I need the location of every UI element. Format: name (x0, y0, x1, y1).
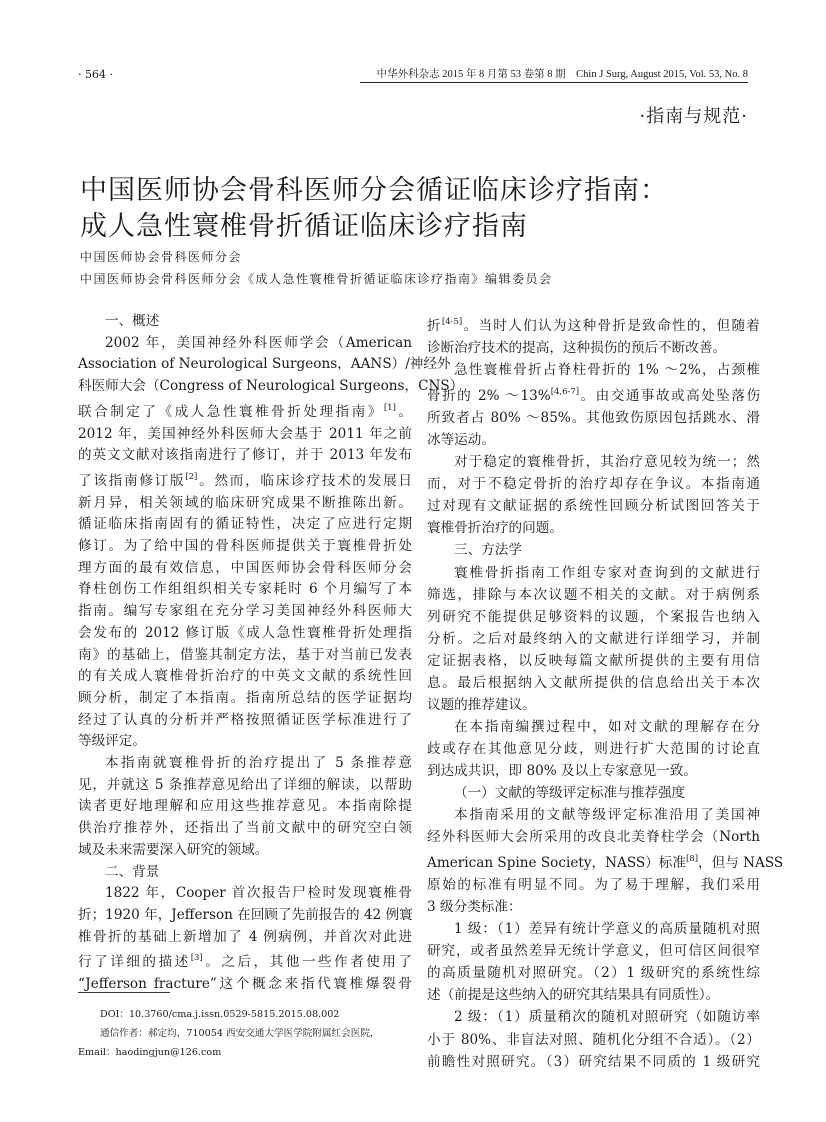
text-segment: 1 级：（1）差异有统计学意义的高质量随机对照 (454, 921, 760, 938)
text-segment: 。然而，临床诊疗技术的发展日 (197, 472, 413, 489)
text-segment: 指南。编写专家组在充分学习美国神经外科医师大 (78, 603, 412, 620)
email-footnote: Email：haodingjun@126.com (78, 1047, 222, 1058)
text-line (427, 874, 760, 896)
text-line (78, 731, 412, 753)
text-line (78, 398, 412, 424)
text-segment: 读者更好地理解和应用这些推荐意见。本指南除提 (78, 798, 412, 815)
text-segment: 行了详细的描述 (78, 954, 191, 971)
text-segment: 供治疗推荐外，还指出了当前文献中的研究空白领 (78, 820, 412, 837)
paragraph (427, 451, 760, 539)
text-segment: 三、方法学 (454, 542, 522, 559)
page-number: · 564 · (78, 68, 113, 81)
paragraph (427, 562, 760, 716)
text-segment: 原始的标准有明显不同。为了易于理解，我们采用 (427, 877, 760, 894)
text-segment: 所致者占 80% ～85%。其他致伤原因包括跳水、滑 (427, 410, 760, 427)
text-line (427, 517, 760, 539)
text-segment: 会发布的 2012 修订版《成人急性寰椎骨折处理指 (78, 624, 412, 641)
text-line (427, 962, 760, 984)
running-head: 中华外科杂志 2015 年 8 月第 53 卷第 8 期 Chin J Surg, August 2015, Vol. 53, No. 8 (360, 66, 748, 83)
text-segment: 述（前提是这些纳入的研究其结果具有同质性）。 (427, 987, 720, 1004)
text-line (427, 650, 760, 672)
text-line (78, 536, 412, 558)
text-line (427, 337, 760, 359)
text-segment: 了该指南修订版 (78, 472, 186, 489)
citation-superscript: [1] (383, 402, 396, 413)
text-line (78, 333, 412, 355)
paragraph (78, 753, 412, 862)
right-column (427, 311, 784, 1073)
section-heading (427, 782, 760, 804)
section-heading (78, 311, 412, 333)
author-line-2: 中国医师协会骨科医师分会《成人急性寰椎骨折循证临床诊疗指南》编辑委员会 (80, 272, 553, 286)
footnote-divider (78, 992, 170, 993)
text-segment: 骨折的 2% ～13% (427, 388, 551, 405)
text-segment: 本指南采用的文献等级评定标准沿用了美国神 (454, 807, 760, 824)
text-line (427, 896, 760, 918)
correspondence-footnote: 通信作者：郝定均，710054 西安交通大学医学院附属红会医院， (100, 1028, 380, 1039)
text-line (427, 429, 760, 451)
text-segment: 到达成共识，即 80% 及以上专家意见一致。 (427, 762, 697, 779)
text-line (427, 562, 760, 584)
paragraph (427, 804, 784, 918)
text-segment: 前瞻性对照研究。（3）研究结果不同质的 1 级研究 (427, 1053, 760, 1070)
text-segment: 寰椎骨折治疗的问题。 (427, 520, 563, 537)
text-segment: 。当时人们认为这种骨折是致命性的，但随着 (462, 318, 760, 334)
text-line (427, 694, 760, 716)
text-segment: 经外科医师大会所采用的改良北美脊柱学会（North (427, 829, 760, 846)
citation-superscript: [3] (190, 953, 203, 964)
text-segment: 研究，或者虽然差异无统计学意义，但可信区间很窄 (427, 943, 760, 960)
text-segment: 一、概述 (105, 313, 160, 329)
paragraph (427, 311, 760, 359)
paragraph (427, 918, 760, 1006)
text-segment: 域及未来需要深入研究的领域。 (78, 841, 269, 858)
text-line (427, 804, 760, 826)
text-segment: 修订。为了给中国的骨科医师提供关于寰椎骨折处 (78, 538, 412, 555)
text-line (427, 628, 760, 650)
text-line (427, 359, 760, 381)
citation-superscript: [8] (686, 854, 699, 865)
text-segment: 而，对于不稳定骨折的治疗却存在争议。本指南通 (427, 476, 760, 493)
author-line-1: 中国医师协会骨科医师分会 (80, 250, 243, 264)
text-line (427, 473, 760, 495)
text-line (427, 1006, 760, 1028)
text-segment: American Spine Society，NASS）标准 (427, 855, 686, 872)
text-line (78, 840, 412, 862)
text-segment: Association of Neurological Surgeons，AANS）/神经外 (78, 356, 451, 373)
text-line (427, 848, 784, 874)
text-segment: 新月异，相关领域的临床研究成果不断推陈出新。 (78, 494, 412, 511)
text-segment: 2002 年，美国神经外科医师学会（American (105, 334, 412, 351)
text-line (78, 579, 412, 601)
text-segment: 诊断治疗技术的提高，这种损伤的预后不断改善。 (427, 340, 727, 357)
text-line (427, 539, 760, 561)
text-line (427, 760, 760, 782)
text-segment: 议题的推荐建议。 (427, 696, 536, 713)
article-title-line-1: 中国医师协会骨科医师分会循证临床诊疗指南： (80, 175, 668, 207)
text-line (427, 1029, 760, 1051)
text-line (427, 826, 760, 848)
text-line (78, 862, 412, 884)
text-segment: 见，并就这 5 条推荐意见给出了详细的解读，以帮助 (78, 776, 412, 793)
paragraph (427, 359, 760, 451)
text-line (78, 601, 412, 623)
text-line (427, 918, 760, 940)
text-line (78, 623, 412, 645)
text-segment: 经过了认真的分析并严格按照循证医学标准进行了 (78, 711, 412, 728)
text-segment: 椎骨折的基础上新增加了 4 例病例，并首次对此进 (78, 928, 412, 945)
text-line (78, 467, 412, 493)
text-line (78, 883, 412, 905)
paragraph (78, 883, 412, 996)
section-tag: ·指南与规范· (639, 106, 748, 127)
text-segment: 对于稳定的寰椎骨折，其治疗意见较为统一；然 (454, 454, 760, 471)
text-segment: （一）文献的等级评定标准与推荐强度 (454, 784, 686, 801)
article-title-line-2: 成人急性寰椎骨折循证临床诊疗指南 (80, 211, 528, 243)
text-line (427, 738, 760, 760)
text-line (427, 782, 760, 804)
text-segment: 脊柱创伤工作组组织相关专家耗时 6 个月编写了本 (78, 581, 412, 598)
text-line (78, 514, 412, 536)
text-line (78, 445, 412, 467)
text-line (78, 927, 412, 949)
text-segment: 冰等运动。 (427, 432, 495, 449)
text-segment: 1822 年，Cooper 首次报告尸检时发现寰椎骨 (105, 885, 412, 902)
citation-superscript: [4-5] (441, 317, 463, 327)
text-segment: 等级评定。 (78, 733, 146, 750)
text-line (427, 1051, 760, 1073)
text-line (78, 424, 412, 446)
text-line (78, 311, 412, 333)
text-line (78, 376, 464, 398)
text-line (78, 796, 412, 818)
text-segment: 寰椎骨折指南工作组专家对查询到的文献进行 (454, 564, 760, 581)
text-segment: 息。最后根据纳入文献所提供的信息给出关于本次 (427, 674, 760, 691)
text-line (78, 710, 412, 732)
text-segment: 联合制定了《成人急性寰椎骨折处理指南》 (78, 403, 384, 420)
text-segment: 在本指南编撰过程中，如对文献的理解存在分 (454, 718, 760, 735)
text-line (78, 354, 451, 376)
text-segment: 二、背景 (105, 863, 160, 880)
section-heading (427, 539, 760, 561)
text-line (427, 495, 760, 517)
text-segment: 急性寰椎骨折占脊柱骨折的 1% ～2%，占颈椎 (454, 362, 760, 379)
text-segment: 定证据表格，以反映每篇文献所提供的主要有用信 (427, 652, 760, 669)
text-segment: 循证临床指南固有的循证特性，决定了应进行定期 (78, 516, 412, 533)
text-line (78, 818, 412, 840)
text-line (427, 311, 760, 337)
text-segment: 3 级分类标准： (427, 899, 522, 916)
text-line (427, 940, 760, 962)
text-segment: 筛选，排除与本次议题不相关的文献。对于病例系 (427, 586, 760, 603)
text-segment: 南》的基础上，借鉴其制定方法，基于对当前已发表 (78, 646, 412, 663)
text-line (78, 775, 412, 797)
text-segment: 分析。之后对最终纳入的文献进行详细学习，并制 (427, 630, 760, 647)
text-line (78, 645, 412, 667)
text-segment: 过对现有文献证据的系统性回顾分析试图回答关于 (427, 498, 760, 515)
text-segment: 。 (395, 403, 413, 420)
text-segment: “Jefferson fracture”这个概念来指代寰椎爆裂骨 (78, 976, 412, 993)
text-segment: 的有关成人寰椎骨折治疗的中英文文献的系统性回 (78, 668, 412, 685)
citation-superscript: [2] (185, 471, 198, 482)
text-segment: 的英文文献对该指南进行了修订，并于 2013 年发布 (78, 447, 412, 464)
text-segment: 小于 80%、非盲法对照、随机化分组不合适）。（2） (427, 1031, 760, 1048)
doi-footnote: DOI：10.3760/cma.j.issn.0529-5815.2015.08.002 (100, 1009, 340, 1020)
text-segment: 。由交通事故或高处坠落伤 (579, 388, 761, 405)
paragraph (427, 1006, 760, 1072)
text-line (78, 558, 412, 580)
text-line (78, 688, 412, 710)
text-segment: 折；1920 年，Jefferson 在回顾了先前报告的 42 例寰 (78, 906, 413, 923)
text-segment: 顾分析，制定了本指南。指南所总结的医学证据均 (78, 689, 412, 706)
section-heading (78, 862, 412, 884)
text-segment: 科医师大会（Congress of Neurological Surgeons，CNS） (78, 378, 464, 395)
text-line (78, 666, 412, 688)
text-line (78, 753, 412, 775)
text-line (427, 407, 760, 429)
text-segment: 列研究不能提供足够资料的议题，个案报告也纳入 (427, 608, 760, 625)
text-segment: 本指南就寰椎骨折的治疗提出了 5 条推荐意 (105, 755, 412, 772)
text-segment: 2012 年，美国神经外科医师大会基于 2011 年之前 (78, 425, 412, 442)
text-line (78, 948, 412, 974)
text-line (427, 606, 760, 628)
citation-superscript: [4,6-7] (550, 387, 580, 398)
text-segment: 。之后，其他一些作者使用了 (202, 954, 413, 971)
text-segment: 折 (427, 318, 442, 334)
text-segment: ，但与 NASS (698, 855, 784, 872)
text-line (427, 984, 760, 1006)
text-line (427, 381, 760, 407)
text-segment: 理方面的最有效信息，中国医师协会骨科医师分会 (78, 559, 412, 576)
text-line (78, 493, 412, 515)
text-segment: 的高质量随机对照研究。（2）1 级研究的系统性综 (427, 965, 760, 982)
text-line (427, 716, 760, 738)
text-line (78, 905, 412, 927)
text-line (427, 672, 760, 694)
text-line (427, 584, 760, 606)
text-segment: 歧或存在其他意见分歧，则进行扩大范围的讨论直 (427, 740, 760, 757)
paragraph (427, 716, 760, 782)
text-line (427, 451, 760, 473)
text-segment: 2 级：（1）质量稍次的随机对照研究（如随访率 (454, 1009, 760, 1026)
